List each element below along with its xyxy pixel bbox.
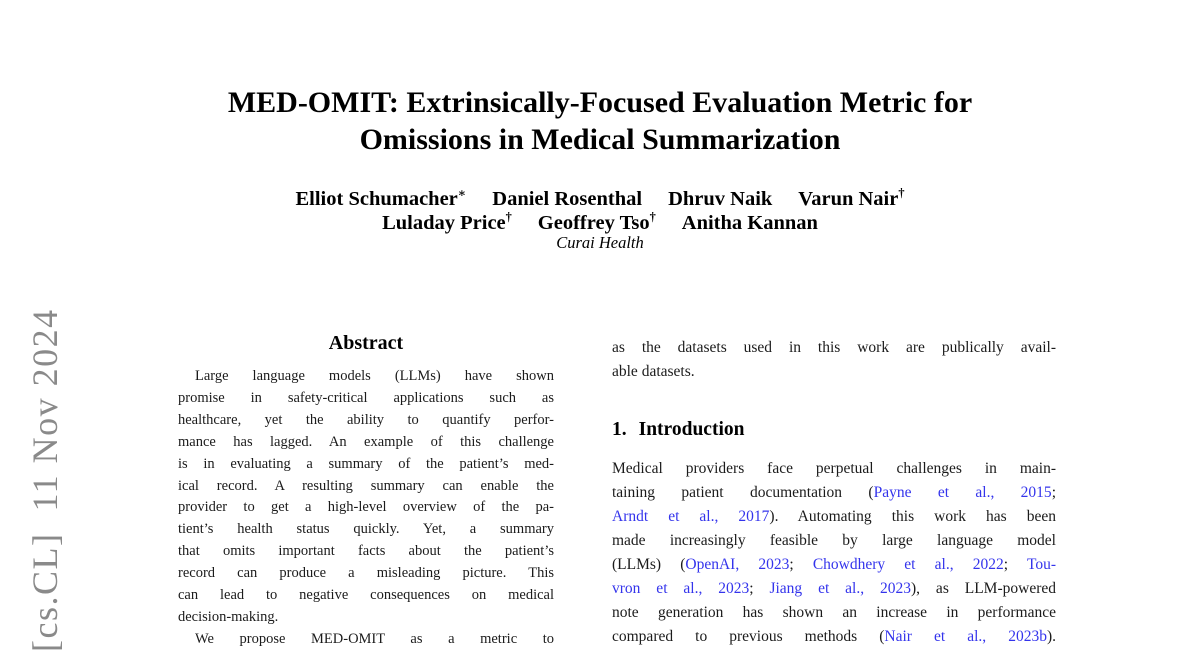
text-line (178, 497, 554, 519)
citation-link[interactable]: Payne et al., 2015 (873, 484, 1052, 501)
text-line (612, 336, 1056, 360)
author-affiliation-marker: † (898, 186, 905, 201)
text-line (178, 519, 554, 541)
author-name: Elliot Schumacher∗ (295, 186, 467, 210)
text-segment: ). Automating this work has been (769, 508, 1056, 525)
paper-title-line1: MED-OMIT: Extrinsically-Focused Evaluation Metric for (227, 86, 973, 119)
text-segment: is in evaluating a summary of the patient’s med- (178, 455, 554, 472)
text-line (178, 388, 554, 410)
text-line (178, 607, 554, 629)
text-segment: made increasingly feasible by large language model (612, 532, 1056, 549)
text-segment: (LLMs) ( (612, 556, 686, 573)
text-line (178, 432, 554, 454)
citation-link[interactable]: Arndt et al., 2017 (612, 508, 770, 525)
text-segment: record can produce a misleading picture. This (178, 565, 554, 582)
text-line (612, 553, 1056, 577)
citation-link[interactable]: OpenAI, 2023 (685, 556, 790, 573)
text-segment: mance has lagged. An example of this challenge (178, 433, 554, 450)
text-segment: note generation has shown an increase in performance (612, 604, 1056, 621)
author-list-row1 (0, 188, 1200, 211)
right-column-top-paragraph (612, 336, 1056, 384)
text-line (178, 476, 554, 498)
citation-link[interactable]: Chowdhery et al., 2022 (812, 556, 1004, 573)
section-number: 1. (612, 419, 627, 440)
author-list-row2 (0, 212, 1200, 235)
section-heading-introduction (612, 417, 1056, 443)
author-name: Anitha Kannan (681, 212, 818, 234)
text-segment: ical record. A resulting summary can enable the (178, 477, 554, 494)
affiliation: Curai Health (556, 233, 644, 252)
text-segment: can lead to negative consequences on medical (178, 587, 554, 604)
text-line (612, 529, 1056, 553)
author-name: Geoffrey Tso† (537, 210, 656, 234)
author-name: Luladay Price† (382, 210, 512, 234)
text-line (178, 454, 554, 476)
text-line (612, 625, 1056, 649)
citation-link[interactable]: vron et al., 2023 (612, 580, 750, 597)
text-segment: decision-making. (178, 608, 279, 625)
author-name: Dhruv Naik (668, 188, 773, 210)
text-line (178, 541, 554, 563)
arxiv-stamp: [cs.CL] 11 Nov 2024 (25, 308, 65, 652)
text-line (612, 505, 1056, 529)
author-affiliation-marker: ∗ (457, 186, 467, 201)
text-segment: able datasets. (612, 363, 695, 380)
text-segment: compared to previous methods ( (612, 628, 885, 645)
text-line (178, 629, 554, 651)
text-segment: Medical providers face perpetual challenges in main- (612, 460, 1056, 477)
citation-link[interactable]: Tou- (1026, 556, 1056, 573)
text-segment: that omits important facts about the patient’s (178, 543, 554, 560)
introduction-paragraph (612, 457, 1056, 649)
text-line (612, 457, 1056, 481)
text-segment: as the datasets used in this work are publically avail- (612, 339, 1056, 356)
citation-link[interactable]: Nair et al., 2023b (884, 628, 1047, 645)
text-line (178, 410, 554, 432)
author-affiliation-marker: † (505, 210, 512, 225)
section-title: Introduction (638, 419, 745, 440)
text-segment: healthcare, yet the ability to quantify perfor- (178, 411, 554, 428)
text-segment: tient’s health status quickly. Yet, a summary (178, 521, 554, 538)
text-segment: taining patient documentation ( (612, 484, 874, 501)
text-segment: ; (789, 556, 813, 573)
paper-title (0, 84, 1200, 158)
text-line (178, 585, 554, 607)
text-segment: ), as LLM-powered (911, 580, 1056, 597)
text-segment: ). (1046, 628, 1056, 645)
citation-link[interactable]: Jiang et al., 2023 (769, 580, 911, 597)
author-name: Varun Nair† (798, 186, 905, 210)
text-segment: promise in safety-critical applications such as (178, 389, 554, 406)
text-segment: provider to get a high-level overview of the pa- (178, 499, 554, 516)
abstract-body (178, 366, 554, 651)
text-line (612, 577, 1056, 601)
text-line (178, 366, 554, 388)
text-segment: We propose MED-OMIT as a metric to (195, 630, 554, 647)
text-segment: ; (1051, 484, 1056, 501)
author-affiliation-marker: † (649, 210, 656, 225)
abstract-heading: Abstract (328, 332, 404, 354)
text-line (178, 563, 554, 585)
text-line (612, 481, 1056, 505)
text-segment: ; (1003, 556, 1027, 573)
text-line (612, 360, 1056, 384)
text-line (612, 601, 1056, 625)
text-segment: Large language models (LLMs) have shown (195, 368, 554, 384)
text-segment: ; (749, 580, 770, 597)
author-name: Daniel Rosenthal (492, 188, 643, 210)
paper-title-line2: Omissions in Medical Summarization (359, 123, 841, 156)
